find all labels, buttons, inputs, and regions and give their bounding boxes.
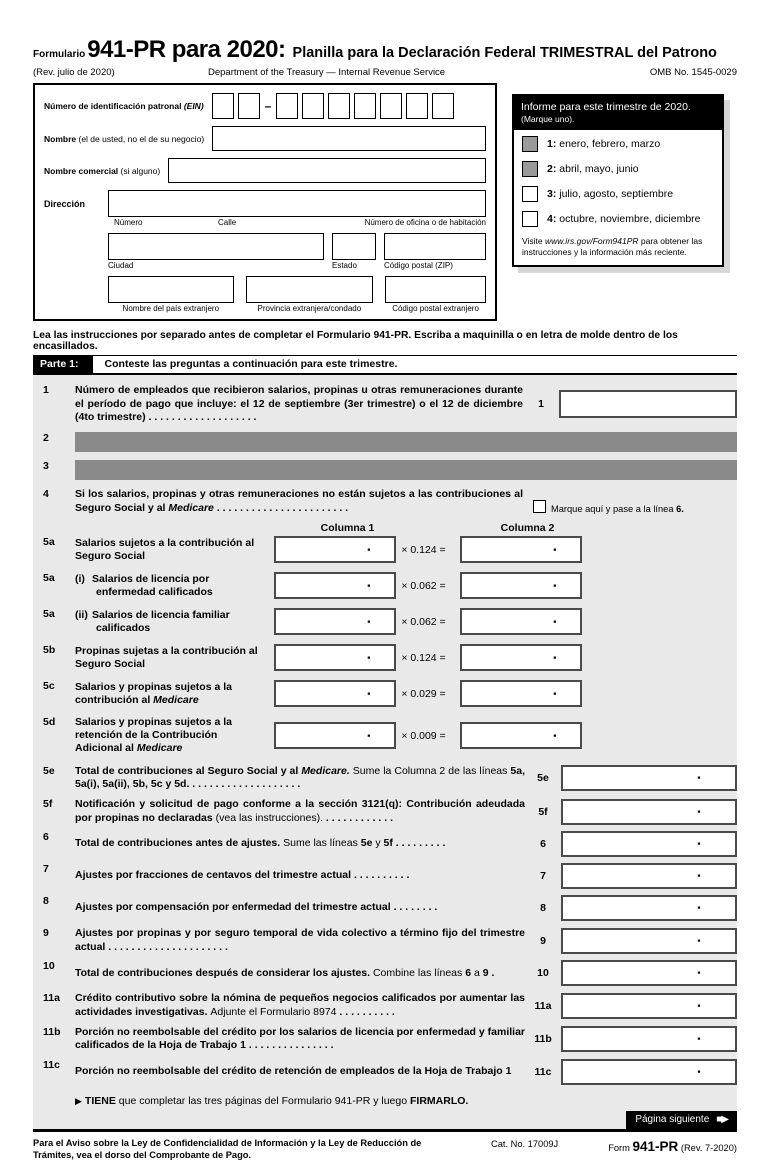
line-5d-col2-box[interactable] — [460, 722, 582, 749]
line-5f-row — [33, 798, 737, 825]
line-5aii-row — [33, 608, 737, 635]
line-5d-col1-box[interactable] — [274, 722, 396, 749]
line-5d-factor: × 0.009 = — [401, 729, 446, 742]
line-9-amount-box[interactable] — [561, 928, 737, 954]
quarter-checkbox-3[interactable] — [522, 186, 538, 202]
line-5ai-label: (i) Salarios de licencia por enfermedad calificados — [75, 572, 213, 598]
line-1-text: Número de empleados que recibieron salarios, propinas u otras remuneraciones durante el período de pago que incluye: el 12 de septiembre (3er trimestre) o el 12 de diciembre (4to trimestre) . . . . . . . . . . . . . . . . . . . — [75, 384, 523, 424]
trade-name-label: Nombre comercial (si alguno) — [44, 165, 161, 176]
ein-digit-box[interactable] — [406, 93, 428, 119]
form-941pr-page — [33, 36, 737, 1161]
revision-date: (Rev. julio de 2020) — [33, 67, 115, 78]
line-8-amount-box[interactable] — [561, 895, 737, 921]
line-5aii-col2-box[interactable] — [460, 608, 582, 635]
ein-label: Número de identificación patronal (EIN) — [44, 101, 204, 111]
ein-digit-box[interactable] — [212, 93, 234, 119]
line-5ai-col1-box[interactable] — [274, 572, 396, 599]
line-5b-number: 5b — [43, 644, 56, 657]
line-7-amount-box[interactable] — [561, 863, 737, 889]
line-10-amount-box[interactable] — [561, 960, 737, 986]
quarter-option-3-label: 3: julio, agosto, septiembre — [547, 188, 674, 200]
line-11b-box-number: 11b — [534, 1033, 552, 1046]
form-title: Planilla para la Declaración Federal TRIMESTRAL del Patrono — [292, 45, 717, 61]
foreign-province-field[interactable] — [246, 276, 374, 303]
line-5c-factor: × 0.029 = — [401, 687, 446, 700]
line-6-box-number: 6 — [540, 838, 546, 851]
line-9-box-number: 9 — [540, 934, 546, 947]
quarter-checkbox-1[interactable] — [522, 136, 538, 152]
line-5ai-number: 5a — [43, 572, 55, 585]
line-5d-number: 5d — [43, 716, 56, 729]
quarter-panel-header — [514, 96, 722, 130]
line-5a-col2-box[interactable] — [460, 536, 582, 563]
line-11c-amount-box[interactable] — [561, 1059, 737, 1085]
line-5e-text: Total de contribuciones al Seguro Social y al Medicare. Sume la Columna 2 de las líneas 5a, 5a(i), 5a(ii), 5b, 5c y 5d. . . . . . . . . . . . . . . . . . . . — [75, 764, 525, 791]
line-2-row — [33, 432, 737, 452]
street-address-field[interactable] — [108, 190, 486, 217]
name-field[interactable] — [212, 126, 486, 151]
foreign-province-sublabel: Provincia extranjera/condado — [257, 304, 362, 313]
line-11c-text: Porción no reembolsable del crédito de retención de empleados de la Hoja de Trabajo 1 — [75, 1065, 512, 1078]
read-instructions-note: Lea las instrucciones por separado antes de completar el Formulario 941-PR. Escriba a maquinilla o en letra de molde dentro de los encasillados. — [33, 330, 678, 352]
line-10-box-number: 10 — [537, 967, 549, 980]
line-11b-amount-box[interactable] — [561, 1026, 737, 1052]
ein-digit-box[interactable] — [380, 93, 402, 119]
line-5e-box-number: 5e — [537, 772, 549, 785]
line-8-number: 8 — [43, 895, 49, 908]
line-11b-row — [33, 1026, 737, 1053]
part1-label: Parte 1: — [33, 356, 93, 373]
line-5b-col2-box[interactable] — [460, 644, 582, 671]
line-6-row — [33, 831, 737, 857]
quarter-checkbox-2[interactable] — [522, 161, 538, 177]
part1-body — [33, 375, 737, 1132]
line-5f-number: 5f — [43, 797, 53, 810]
line-5c-label: Salarios y propinas sujetos a la contribución al Medicare — [75, 680, 232, 706]
line-6-amount-box[interactable] — [561, 831, 737, 857]
line-11b-number: 11b — [43, 1025, 61, 1038]
next-page-label: Página siguiente — [635, 1113, 710, 1125]
address-label: Dirección — [44, 199, 86, 209]
privacy-notice: Para el Aviso sobre la Ley de Confidencialidad de Información y la Ley de Reducción de Trámites, vea el dorso del Comprobante de Pago. — [33, 1137, 422, 1161]
line-4-number: 4 — [43, 487, 49, 500]
line-5e-amount-box[interactable] — [561, 765, 737, 791]
zip-field[interactable] — [384, 233, 486, 260]
line-5c-col2-box[interactable] — [460, 680, 582, 707]
line-10-number: 10 — [43, 960, 55, 973]
must-complete-note: ▶ TIENE que completar las tres páginas del Formulario 941-PR y luego FIRMARLO. — [75, 1094, 469, 1107]
formulario-label: Formulario — [33, 49, 86, 60]
line-4-row — [33, 488, 737, 515]
line-5a-row — [33, 536, 737, 563]
line-6-number: 6 — [43, 831, 49, 844]
ein-digit-box[interactable] — [432, 93, 454, 119]
form-header — [33, 36, 737, 64]
line-4-checkbox-label: Marque aquí y pase a la línea 6. — [551, 504, 684, 515]
next-page-badge — [626, 1111, 737, 1129]
address-sublabels — [108, 218, 486, 227]
street-sublabel: Calle — [218, 218, 237, 227]
line-5b-col1-box[interactable] — [274, 644, 396, 671]
ein-digit-box[interactable] — [354, 93, 376, 119]
ein-boxes — [212, 93, 455, 119]
line-5a-factor: × 0.124 = — [401, 543, 446, 556]
line-7-box-number: 7 — [540, 870, 546, 883]
line-11a-text: Crédito contributivo sobre la nómina de pequeños negocios calificados por aumentar las actividades investigativas. Adjunte el Formulario 8974 . . . . . . . . . . — [75, 992, 525, 1019]
line-3-number: 3 — [43, 459, 49, 472]
quarter-checkbox-4[interactable] — [522, 211, 538, 227]
line-5aii-factor: × 0.062 = — [401, 615, 446, 628]
quarter-option-2 — [514, 155, 722, 180]
ein-digit-box[interactable] — [328, 93, 350, 119]
quarter-option-2-label: 2: abril, mayo, junio — [547, 163, 639, 175]
line-5aii-number: 5a — [43, 608, 55, 621]
quarter-panel-title: Informe para este trimestre de 2020. — [521, 101, 691, 113]
line-9-text: Ajustes por propinas y por seguro temporal de vida colectivo a término fijo del trimestre actual . . . . . . . . . . . . . . . . . . . . . — [75, 927, 525, 953]
line-3-reserved-bar — [75, 460, 737, 480]
quarter-option-1 — [514, 130, 722, 155]
line-5f-amount-box[interactable] — [561, 799, 737, 825]
line-8-row — [33, 895, 737, 921]
line-5aii-col1-box[interactable] — [274, 608, 396, 635]
line-11a-row — [33, 992, 737, 1019]
pointer-icon: ▶ — [75, 1095, 82, 1106]
ein-digit-box[interactable] — [302, 93, 324, 119]
state-sublabel: Estado — [332, 261, 357, 270]
line-11c-number: 11c — [43, 1058, 60, 1071]
form-footer — [33, 1137, 737, 1161]
line-5b-label: Propinas sujetas a la contribución al Seguro Social — [75, 644, 258, 670]
form-number: 941-PR para 2020: — [87, 36, 286, 63]
line-5f-box-number: 5f — [538, 805, 548, 818]
catalog-number: Cat. No. 17009J — [491, 1138, 559, 1149]
foreign-postal-field[interactable] — [385, 276, 486, 303]
irs-url: www.irs.gov/Form941PR — [545, 236, 639, 246]
line-11a-number: 11a — [43, 992, 60, 1005]
line-5b-factor: × 0.124 = — [401, 651, 446, 664]
line-1-row — [33, 384, 737, 425]
line-11a-box-number: 11a — [534, 1000, 552, 1013]
part1-title: Conteste las preguntas a continuación para este trimestre. — [104, 358, 398, 370]
trade-name-field[interactable] — [168, 158, 486, 183]
line-10-text: Total de contribuciones después de considerar los ajustes. Combine las líneas 6 a 9 . — [75, 966, 495, 979]
column-headers — [33, 522, 737, 534]
line-1-amount-box[interactable] — [559, 390, 737, 418]
line-7-text: Ajustes por fracciones de centavos del trimestre actual . . . . . . . . . . — [75, 869, 410, 882]
line-3-row — [33, 460, 737, 480]
line-2-number: 2 — [43, 431, 49, 444]
line-4-text: Si los salarios, propinas y otras remuneraciones no están sujetos a las contribuciones al Seguro Social y al Medicare . . . . . . . . . . . . . . . . . . . . . . . — [75, 487, 523, 514]
line-9-row — [33, 927, 737, 954]
line-1-box-number: 1 — [538, 398, 544, 411]
line-11b-text: Porción no reembolsable del crédito por los salarios de licencia por enfermedad y familiar calificados de la Hoja de Trabajo 1 . . . . . . . . . . . . . . . — [75, 1025, 525, 1052]
quarter-option-4-label: 4: octubre, noviembre, diciembre — [547, 213, 701, 225]
form-id-footer: Form 941-PR (Rev. 7-2020) — [608, 1138, 737, 1154]
state-field[interactable] — [332, 233, 376, 260]
part1-header-bar — [33, 355, 737, 375]
line-5f-text: Notificación y solicitud de pago conforme a la sección 3121(q): Contribución adeudada por propinas no declaradas (vea las instrucciones). . . . . . . . . . . . . — [75, 797, 525, 824]
name-label: Nombre (el de usted, no el de su negocio) — [44, 133, 205, 144]
line-5b-row — [33, 644, 737, 671]
line-5a-col1-box[interactable] — [274, 536, 396, 563]
line-5aii-label: (ii) Salarios de licencia familiar calificados — [75, 608, 230, 634]
foreign-country-sublabel: Nombre del país extranjero — [122, 304, 220, 313]
quarter-panel-note: Visite www.irs.gov/Form941PR para obtener las instrucciones y la información más reciente. — [522, 236, 703, 257]
line-5c-row — [33, 680, 737, 707]
line-5c-col1-box[interactable] — [274, 680, 396, 707]
line-5c-number: 5c — [43, 680, 55, 693]
quarter-option-3 — [514, 180, 722, 205]
line-11a-amount-box[interactable] — [561, 993, 737, 1019]
line-1-number: 1 — [43, 384, 49, 396]
line-5ai-factor: × 0.062 = — [401, 579, 446, 592]
line-8-box-number: 8 — [540, 902, 546, 915]
line-5e-row — [33, 765, 737, 792]
line-8-text: Ajustes por compensación por enfermedad del trimestre actual . . . . . . . . — [75, 901, 438, 914]
quarter-option-1-label: 1: enero, febrero, marzo — [547, 138, 661, 150]
ein-digit-box[interactable] — [238, 93, 260, 119]
form-subheader — [33, 67, 737, 78]
line-7-row — [33, 863, 737, 889]
line-5ai-col2-box[interactable] — [460, 572, 582, 599]
city-field[interactable] — [108, 233, 324, 260]
foreign-country-field[interactable] — [108, 276, 234, 303]
line-7-number: 7 — [43, 863, 49, 876]
employer-id-box — [33, 83, 497, 321]
line-11c-box-number: 11c — [534, 1065, 552, 1078]
quarter-panel-subtitle: (Marque uno). — [521, 114, 575, 124]
next-page-arrow-icon: ■▶ — [716, 1113, 728, 1125]
column-2-header: Columna 2 — [500, 522, 555, 535]
suite-sublabel: Número de oficina o de habitación — [364, 218, 486, 227]
line-5ai-row — [33, 572, 737, 599]
line-5d-label: Salarios y propinas sujetos a la retención de la Contribución Adicional al Medicare — [75, 716, 232, 755]
omb-number: OMB No. 1545-0029 — [649, 67, 737, 78]
line-4-checkbox[interactable] — [533, 500, 546, 513]
line-5e-number: 5e — [43, 764, 55, 777]
column-1-header: Columna 1 — [320, 522, 375, 535]
city-sublabel: Ciudad — [108, 261, 134, 270]
ein-dash: – — [264, 99, 272, 113]
quarter-select-panel — [512, 94, 724, 267]
line-11c-row — [33, 1059, 737, 1085]
quarter-option-4 — [514, 205, 722, 230]
line-5d-row — [33, 716, 737, 755]
line-9-number: 9 — [43, 927, 49, 940]
line-2-reserved-bar — [75, 432, 737, 452]
line-6-text: Total de contribuciones antes de ajustes. Sume las líneas 5e y 5f . . . . . . . . . — [75, 837, 446, 850]
department-line: Department of the Treasury — Internal Revenue Service — [208, 67, 446, 78]
line-5a-number: 5a — [43, 536, 55, 549]
next-page-row — [33, 1111, 737, 1129]
foreign-postal-sublabel: Código postal extranjero — [392, 304, 479, 313]
zip-sublabel: Código postal (ZIP) — [384, 261, 453, 270]
line-10-row — [33, 960, 737, 986]
line-5a-label: Salarios sujetos a la contribución al Seguro Social — [75, 536, 255, 562]
number-sublabel: Número — [114, 218, 143, 227]
ein-digit-box[interactable] — [276, 93, 298, 119]
